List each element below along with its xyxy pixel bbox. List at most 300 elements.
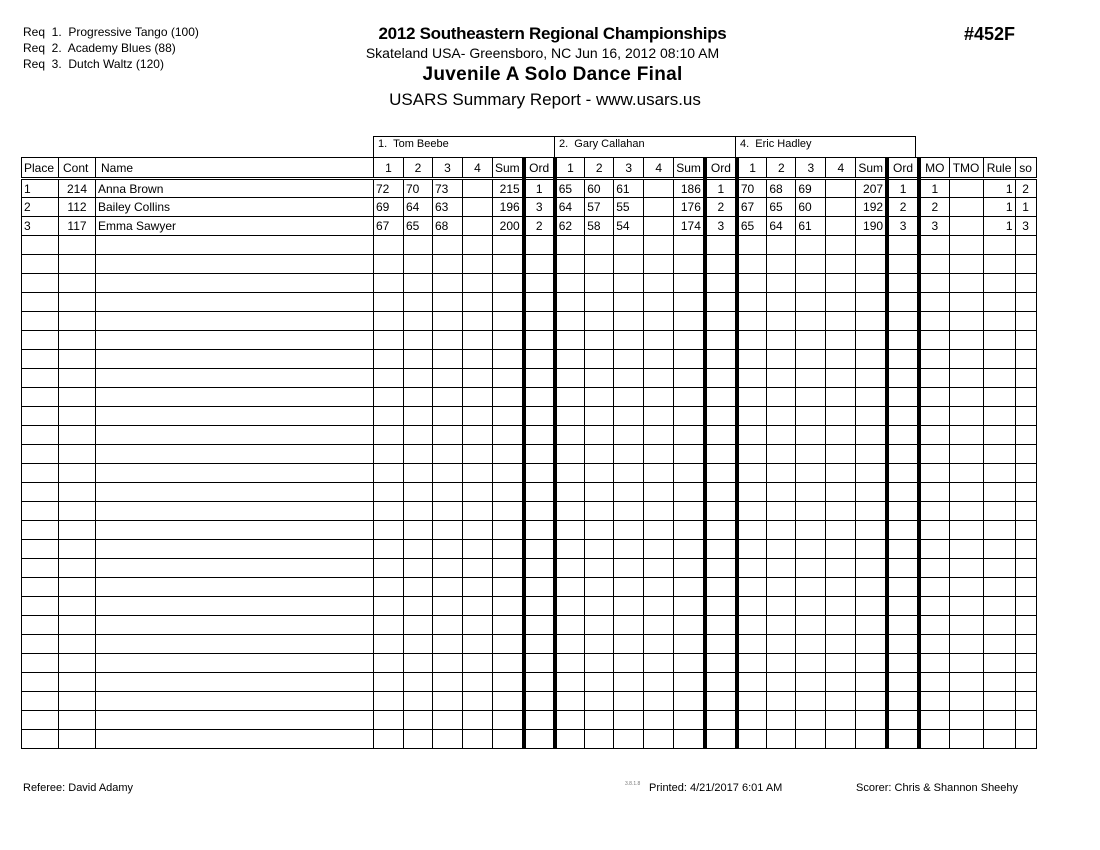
empty-cell	[705, 445, 737, 464]
empty-cell	[524, 597, 555, 616]
empty-cell	[674, 369, 705, 388]
rule-cell: 1	[983, 179, 1015, 198]
empty-cell	[826, 730, 856, 749]
empty-cell	[737, 673, 767, 692]
empty-cell	[919, 369, 949, 388]
empty-row	[22, 464, 1037, 483]
j3-score-2: 64	[767, 217, 796, 236]
empty-cell	[374, 540, 404, 559]
empty-row	[22, 540, 1037, 559]
empty-cell	[983, 673, 1015, 692]
empty-cell	[585, 312, 614, 331]
j1-score-2: 65	[404, 217, 433, 236]
empty-cell	[644, 597, 674, 616]
empty-cell	[404, 692, 433, 711]
empty-cell	[555, 331, 585, 350]
empty-cell	[674, 464, 705, 483]
empty-cell	[644, 616, 674, 635]
empty-cell	[856, 388, 887, 407]
empty-cell	[374, 483, 404, 502]
empty-cell	[493, 293, 524, 312]
empty-cell	[463, 521, 493, 540]
empty-cell	[585, 597, 614, 616]
empty-cell	[767, 274, 796, 293]
empty-cell	[22, 730, 59, 749]
empty-cell	[826, 616, 856, 635]
empty-cell	[614, 692, 644, 711]
empty-cell	[614, 540, 644, 559]
j1-sum: 200	[493, 217, 524, 236]
empty-cell	[705, 483, 737, 502]
empty-cell	[1015, 654, 1036, 673]
empty-cell	[983, 369, 1015, 388]
empty-cell	[705, 711, 737, 730]
empty-cell	[983, 331, 1015, 350]
empty-cell	[949, 711, 983, 730]
empty-cell	[705, 597, 737, 616]
empty-cell	[826, 255, 856, 274]
empty-cell	[796, 597, 826, 616]
empty-cell	[404, 350, 433, 369]
empty-cell	[796, 445, 826, 464]
empty-cell	[614, 559, 644, 578]
empty-cell	[463, 274, 493, 293]
empty-cell	[949, 274, 983, 293]
empty-cell	[705, 369, 737, 388]
empty-cell	[96, 369, 374, 388]
empty-cell	[767, 559, 796, 578]
empty-cell	[983, 426, 1015, 445]
empty-cell	[463, 711, 493, 730]
empty-cell	[826, 578, 856, 597]
empty-cell	[463, 540, 493, 559]
empty-cell	[796, 369, 826, 388]
empty-cell	[705, 407, 737, 426]
empty-cell	[856, 559, 887, 578]
j3-score-4	[826, 198, 856, 217]
col-j3-1: 1	[737, 158, 767, 179]
empty-cell	[433, 559, 463, 578]
empty-cell	[404, 331, 433, 350]
empty-cell	[404, 635, 433, 654]
empty-cell	[826, 597, 856, 616]
empty-cell	[644, 274, 674, 293]
empty-row	[22, 521, 1037, 540]
empty-cell	[22, 616, 59, 635]
empty-cell	[463, 597, 493, 616]
so-cell: 2	[1015, 179, 1036, 198]
empty-cell	[826, 673, 856, 692]
empty-cell	[463, 502, 493, 521]
empty-cell	[493, 369, 524, 388]
empty-cell	[1015, 692, 1036, 711]
empty-cell	[1015, 711, 1036, 730]
empty-cell	[796, 673, 826, 692]
empty-cell	[856, 616, 887, 635]
empty-cell	[555, 369, 585, 388]
empty-cell	[59, 654, 96, 673]
empty-cell	[949, 293, 983, 312]
j2-score-2: 60	[585, 179, 614, 198]
empty-row	[22, 654, 1037, 673]
empty-cell	[767, 540, 796, 559]
col-j3-sum: Sum	[856, 158, 887, 179]
empty-cell	[737, 540, 767, 559]
j2-score-3: 55	[614, 198, 644, 217]
empty-cell	[463, 578, 493, 597]
empty-cell	[705, 559, 737, 578]
empty-cell	[59, 559, 96, 578]
empty-cell	[826, 711, 856, 730]
empty-cell	[614, 331, 644, 350]
empty-cell	[59, 521, 96, 540]
j2-sum: 186	[674, 179, 705, 198]
empty-cell	[737, 331, 767, 350]
empty-cell	[96, 388, 374, 407]
empty-cell	[796, 426, 826, 445]
empty-cell	[674, 597, 705, 616]
empty-cell	[705, 350, 737, 369]
col-rule: Rule	[983, 158, 1015, 179]
empty-cell	[433, 616, 463, 635]
empty-cell	[585, 369, 614, 388]
empty-cell	[856, 236, 887, 255]
empty-cell	[59, 445, 96, 464]
empty-cell	[404, 388, 433, 407]
empty-cell	[674, 407, 705, 426]
empty-cell	[374, 464, 404, 483]
empty-cell	[96, 312, 374, 331]
empty-cell	[767, 236, 796, 255]
empty-cell	[22, 521, 59, 540]
empty-cell	[856, 654, 887, 673]
empty-cell	[674, 540, 705, 559]
col-j3-2: 2	[767, 158, 796, 179]
empty-cell	[585, 711, 614, 730]
empty-cell	[22, 255, 59, 274]
empty-cell	[555, 445, 585, 464]
empty-cell	[737, 521, 767, 540]
empty-cell	[826, 293, 856, 312]
empty-cell	[493, 521, 524, 540]
empty-cell	[737, 255, 767, 274]
j2-score-1: 62	[555, 217, 585, 236]
j1-score-1: 67	[374, 217, 404, 236]
skater-name: Anna Brown	[96, 179, 374, 198]
empty-cell	[737, 350, 767, 369]
empty-cell	[96, 616, 374, 635]
empty-row	[22, 597, 1037, 616]
empty-cell	[22, 331, 59, 350]
empty-cell	[983, 540, 1015, 559]
empty-cell	[614, 274, 644, 293]
j1-ord: 1	[524, 179, 555, 198]
empty-cell	[614, 597, 644, 616]
col-j1-3: 3	[433, 158, 463, 179]
empty-cell	[585, 426, 614, 445]
empty-cell	[59, 692, 96, 711]
empty-cell	[59, 312, 96, 331]
empty-cell	[826, 502, 856, 521]
empty-cell	[585, 236, 614, 255]
empty-cell	[433, 331, 463, 350]
empty-cell	[919, 654, 949, 673]
empty-cell	[796, 730, 826, 749]
empty-cell	[737, 502, 767, 521]
empty-cell	[737, 388, 767, 407]
empty-cell	[767, 293, 796, 312]
rule-cell: 1	[983, 198, 1015, 217]
empty-cell	[644, 692, 674, 711]
empty-cell	[737, 635, 767, 654]
empty-cell	[404, 369, 433, 388]
empty-cell	[59, 464, 96, 483]
col-j1-1: 1	[374, 158, 404, 179]
col-j2-ord: Ord	[705, 158, 737, 179]
empty-cell	[983, 255, 1015, 274]
empty-cell	[524, 350, 555, 369]
empty-cell	[949, 464, 983, 483]
empty-cell	[796, 388, 826, 407]
place-cell: 2	[22, 198, 59, 217]
empty-cell	[555, 502, 585, 521]
cont-cell: 112	[59, 198, 96, 217]
empty-cell	[949, 673, 983, 692]
empty-cell	[404, 711, 433, 730]
empty-cell	[796, 711, 826, 730]
empty-cell	[826, 483, 856, 502]
empty-cell	[1015, 483, 1036, 502]
empty-cell	[404, 293, 433, 312]
empty-cell	[705, 540, 737, 559]
empty-cell	[22, 502, 59, 521]
empty-cell	[983, 730, 1015, 749]
empty-cell	[59, 331, 96, 350]
empty-cell	[585, 293, 614, 312]
empty-cell	[374, 255, 404, 274]
empty-row	[22, 236, 1037, 255]
empty-cell	[796, 255, 826, 274]
empty-cell	[856, 483, 887, 502]
empty-cell	[983, 274, 1015, 293]
empty-cell	[493, 540, 524, 559]
col-place: Place	[22, 158, 59, 179]
empty-cell	[524, 616, 555, 635]
empty-cell	[983, 597, 1015, 616]
tmo-cell	[949, 217, 983, 236]
empty-cell	[493, 673, 524, 692]
j2-score-1: 65	[555, 179, 585, 198]
empty-cell	[22, 578, 59, 597]
referee: Referee: David Adamy	[23, 782, 134, 794]
empty-cell	[374, 654, 404, 673]
empty-cell	[433, 654, 463, 673]
empty-cell	[404, 654, 433, 673]
j1-score-3: 73	[433, 179, 463, 198]
empty-cell	[493, 274, 524, 293]
empty-cell	[524, 521, 555, 540]
empty-cell	[705, 388, 737, 407]
empty-cell	[644, 312, 674, 331]
empty-cell	[463, 464, 493, 483]
empty-cell	[96, 521, 374, 540]
empty-row	[22, 616, 1037, 635]
empty-cell	[585, 255, 614, 274]
empty-cell	[59, 540, 96, 559]
empty-cell	[493, 597, 524, 616]
empty-cell	[614, 407, 644, 426]
empty-cell	[22, 445, 59, 464]
empty-cell	[433, 635, 463, 654]
empty-cell	[96, 692, 374, 711]
empty-cell	[22, 293, 59, 312]
empty-cell	[674, 350, 705, 369]
empty-cell	[1015, 445, 1036, 464]
empty-cell	[59, 502, 96, 521]
empty-cell	[887, 483, 919, 502]
empty-cell	[826, 369, 856, 388]
empty-cell	[524, 236, 555, 255]
j3-score-3: 60	[796, 198, 826, 217]
empty-cell	[983, 578, 1015, 597]
empty-cell	[796, 654, 826, 673]
empty-cell	[826, 236, 856, 255]
empty-cell	[644, 350, 674, 369]
empty-cell	[374, 426, 404, 445]
empty-cell	[767, 388, 796, 407]
empty-cell	[22, 312, 59, 331]
rule-cell: 1	[983, 217, 1015, 236]
empty-cell	[856, 426, 887, 445]
j2-score-4	[644, 198, 674, 217]
empty-cell	[96, 597, 374, 616]
empty-cell	[463, 293, 493, 312]
empty-cell	[555, 350, 585, 369]
empty-cell	[737, 426, 767, 445]
empty-cell	[524, 673, 555, 692]
empty-cell	[644, 255, 674, 274]
empty-cell	[1015, 578, 1036, 597]
empty-cell	[737, 654, 767, 673]
empty-cell	[919, 350, 949, 369]
empty-cell	[919, 426, 949, 445]
empty-cell	[433, 502, 463, 521]
empty-cell	[856, 540, 887, 559]
empty-cell	[644, 540, 674, 559]
empty-cell	[404, 464, 433, 483]
j3-sum: 190	[856, 217, 887, 236]
empty-cell	[96, 578, 374, 597]
empty-cell	[796, 502, 826, 521]
empty-cell	[524, 293, 555, 312]
empty-row	[22, 312, 1037, 331]
j1-ord: 3	[524, 198, 555, 217]
empty-cell	[887, 293, 919, 312]
empty-cell	[433, 521, 463, 540]
empty-row	[22, 407, 1037, 426]
empty-cell	[705, 730, 737, 749]
empty-cell	[59, 616, 96, 635]
empty-cell	[555, 597, 585, 616]
j1-score-4	[463, 217, 493, 236]
col-j2-1: 1	[555, 158, 585, 179]
empty-cell	[433, 293, 463, 312]
empty-cell	[59, 426, 96, 445]
empty-cell	[644, 236, 674, 255]
empty-cell	[1015, 236, 1036, 255]
empty-cell	[96, 711, 374, 730]
empty-cell	[59, 730, 96, 749]
empty-cell	[614, 654, 644, 673]
empty-cell	[493, 692, 524, 711]
empty-cell	[59, 407, 96, 426]
empty-cell	[887, 369, 919, 388]
empty-cell	[96, 236, 374, 255]
empty-row	[22, 711, 1037, 730]
empty-cell	[644, 521, 674, 540]
empty-cell	[983, 521, 1015, 540]
empty-cell	[644, 388, 674, 407]
empty-cell	[555, 312, 585, 331]
empty-cell	[796, 350, 826, 369]
empty-cell	[737, 730, 767, 749]
empty-cell	[674, 388, 705, 407]
empty-cell	[404, 255, 433, 274]
empty-cell	[983, 654, 1015, 673]
empty-cell	[614, 312, 644, 331]
empty-cell	[555, 673, 585, 692]
empty-cell	[404, 559, 433, 578]
empty-cell	[826, 692, 856, 711]
empty-cell	[374, 350, 404, 369]
empty-cell	[59, 236, 96, 255]
j3-ord: 1	[887, 179, 919, 198]
empty-cell	[614, 635, 644, 654]
empty-cell	[374, 578, 404, 597]
empty-cell	[524, 502, 555, 521]
empty-cell	[1015, 426, 1036, 445]
judge-2-header: 2. Gary Callahan	[554, 136, 736, 157]
empty-cell	[856, 673, 887, 692]
empty-cell	[433, 236, 463, 255]
empty-cell	[887, 464, 919, 483]
empty-cell	[493, 312, 524, 331]
empty-cell	[524, 711, 555, 730]
empty-cell	[826, 445, 856, 464]
j2-score-4	[644, 179, 674, 198]
empty-cell	[614, 445, 644, 464]
empty-cell	[463, 635, 493, 654]
empty-cell	[826, 521, 856, 540]
empty-cell	[826, 388, 856, 407]
empty-cell	[493, 426, 524, 445]
empty-cell	[22, 407, 59, 426]
empty-cell	[585, 673, 614, 692]
so-cell: 3	[1015, 217, 1036, 236]
empty-cell	[96, 673, 374, 692]
empty-cell	[585, 730, 614, 749]
empty-cell	[374, 711, 404, 730]
empty-cell	[555, 407, 585, 426]
empty-cell	[493, 445, 524, 464]
empty-cell	[404, 502, 433, 521]
empty-cell	[983, 407, 1015, 426]
empty-cell	[22, 711, 59, 730]
empty-cell	[674, 312, 705, 331]
j1-score-2: 64	[404, 198, 433, 217]
empty-cell	[949, 730, 983, 749]
empty-cell	[614, 502, 644, 521]
